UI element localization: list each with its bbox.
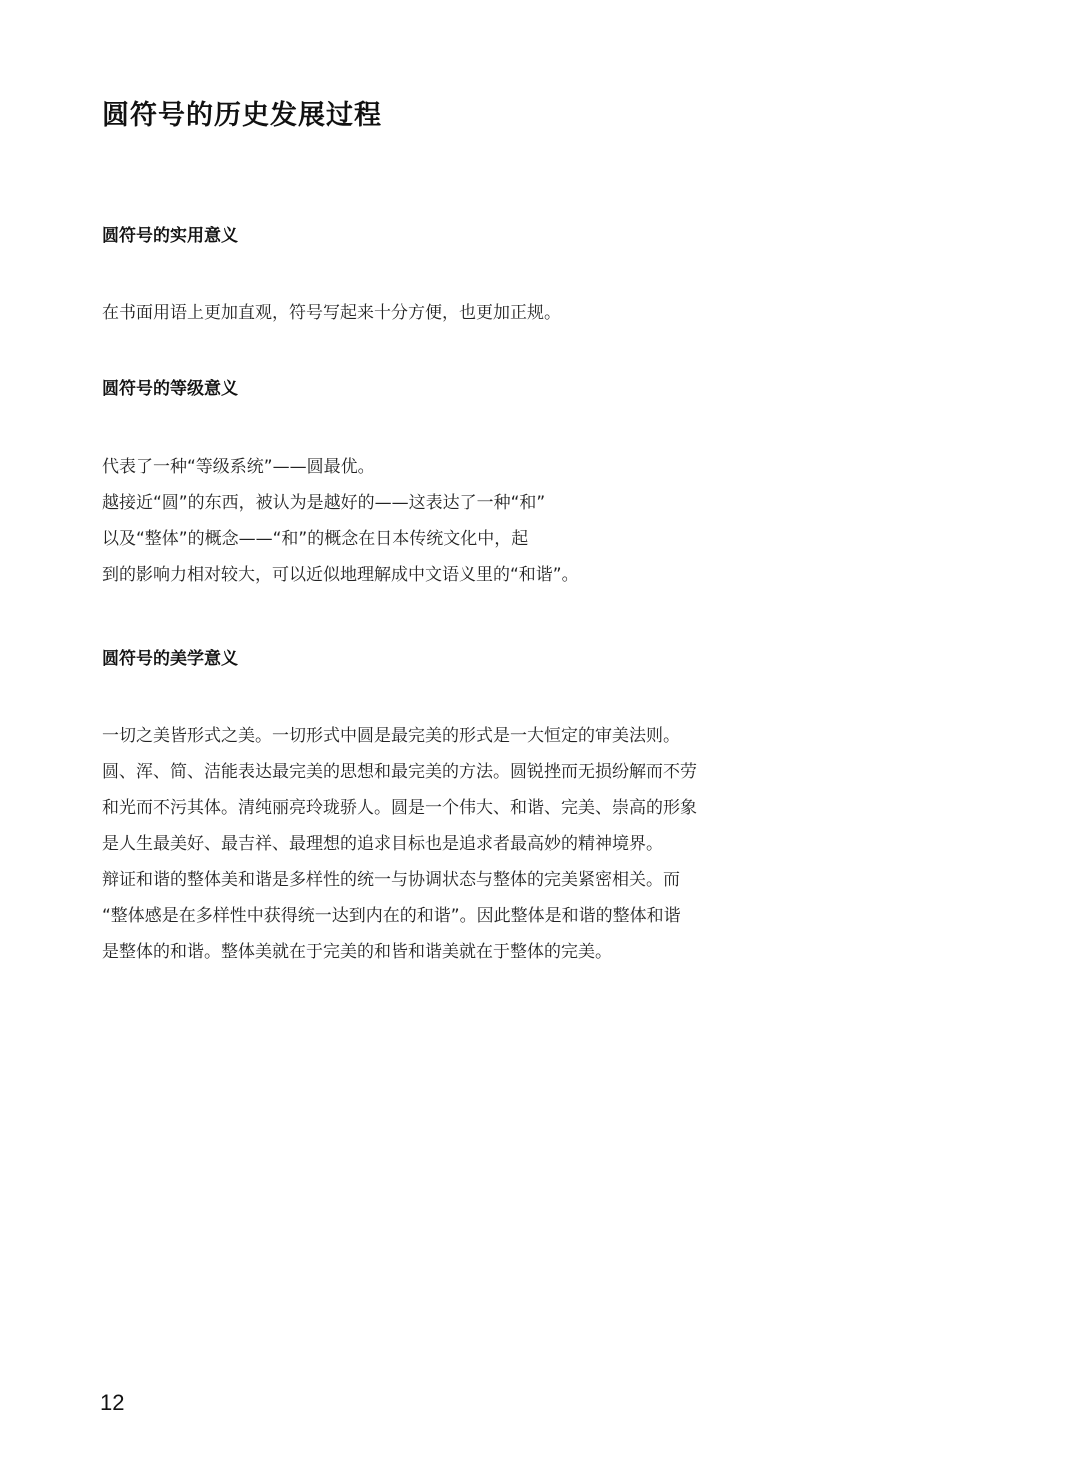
section-body-practical: [102, 295, 742, 331]
page-title: 圆符号的历史发展过程: [102, 100, 382, 131]
body-line: 和光而不污其体。清纯丽亮玲珑骄人。圆是一个伟大、和谐、完美、崇高的形象: [102, 798, 697, 818]
section-body-hierarchy: [102, 449, 742, 593]
body-line: 以及“整体”的概念——“和”的概念在日本传统文化中，起: [102, 529, 529, 549]
body-line: “整体感是在多样性中获得统一达到内在的和谐”。因此整体是和谐的整体和谐: [102, 906, 681, 926]
section-body-aesthetic: [102, 718, 742, 970]
section-heading-aesthetic: 圆符号的美学意义: [102, 649, 238, 669]
page-number: 12: [100, 1390, 125, 1415]
body-line: 圆、浑、简、洁能表达最完美的思想和最完美的方法。圆锐挫而无损纷解而不劳: [102, 762, 697, 782]
body-line: 代表了一种“等级系统”——圆最优。: [102, 457, 375, 477]
body-line: 到的影响力相对较大，可以近似地理解成中文语义里的“和谐”。: [102, 565, 579, 585]
body-line: 在书面用语上更加直观，符号写起来十分方便，也更加正规。: [102, 303, 561, 323]
body-line: 是整体的和谐。整体美就在于完美的和皆和谐美就在于整体的完美。: [102, 942, 612, 962]
section-heading-practical: 圆符号的实用意义: [102, 226, 238, 246]
body-line: 是人生最美好、最吉祥、最理想的追求目标也是追求者最高妙的精神境界。: [102, 834, 663, 854]
section-heading-hierarchy: 圆符号的等级意义: [102, 379, 238, 399]
body-line: 越接近“圆”的东西，被认为是越好的——这表达了一种“和”: [102, 493, 546, 513]
body-line: 一切之美皆形式之美。一切形式中圆是最完美的形式是一大恒定的审美法则。: [102, 726, 680, 746]
body-line: 辩证和谐的整体美和谐是多样性的统一与协调状态与整体的完美紧密相关。而: [102, 870, 680, 890]
